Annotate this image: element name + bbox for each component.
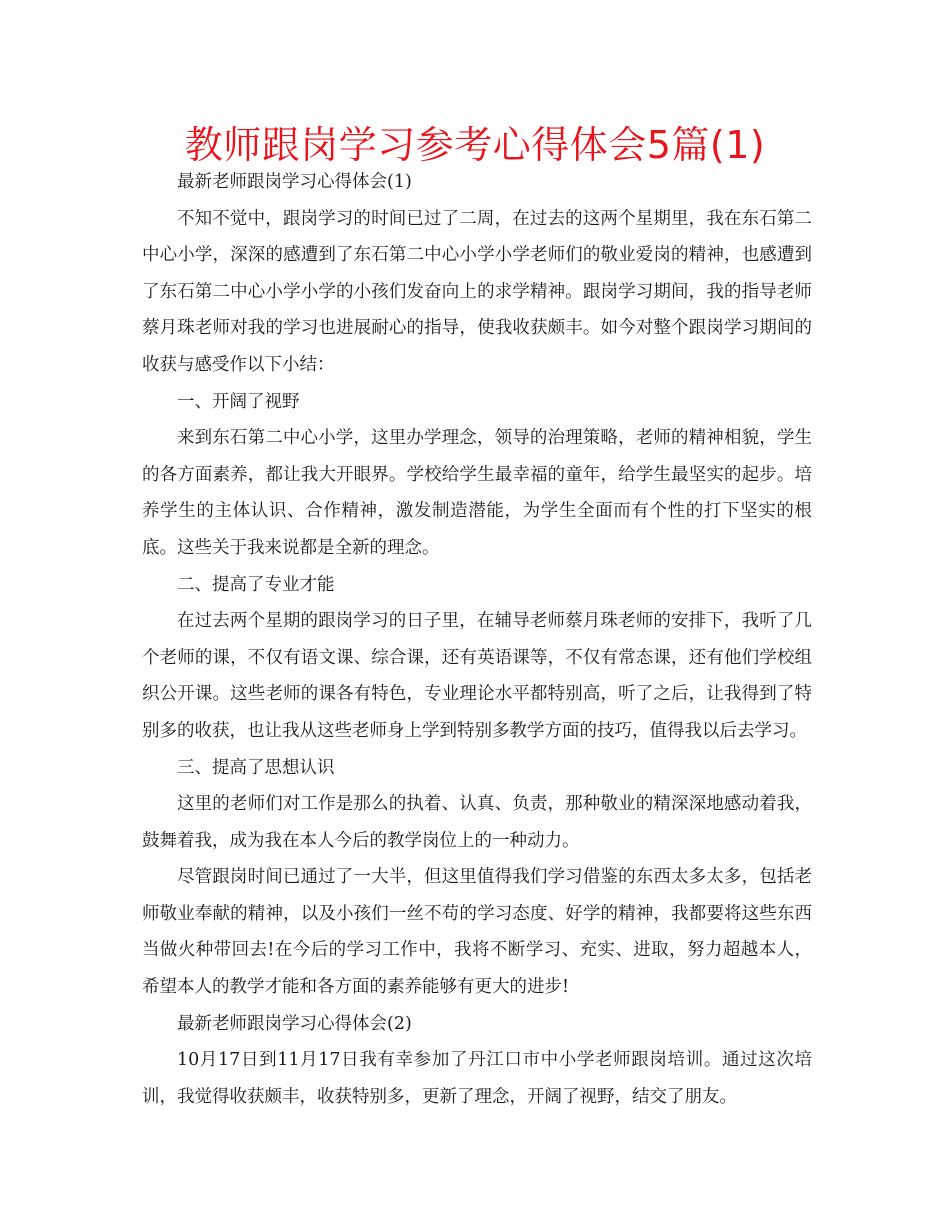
paragraph: 这里的老师们对工作是那么的执着、认真、负责，那种敬业的精深深地感动着我，鼓舞着我，成为我在本人今后的教学岗位上的一种动力。 [142,794,812,851]
section-heading: 一、开阔了视野 [177,391,300,412]
subheading-article-1: 最新老师跟岗学习心得体会(1) [177,172,412,192]
document-title: 教师跟岗学习参考心得体会5篇(1) [184,123,766,167]
section-heading: 三、提高了思想认识 [177,757,335,778]
paragraph: 不知不觉中，跟岗学习的时间已过了二周，在过去的这两个星期里，我在东石第二中心小学，深深的感遭到了东石第二中心小学小学老师们的敬业爱岗的精神，也感遭到了东石第二中心小学小学的小孩们发奋向上的求学精神。跟岗学习期间，我的指导老师蔡月珠老师对我的学习也进展耐心的指导，使我收获颇丰。如今对整个跟岗学习期间的收获与感受作以下小结： [142,208,812,375]
paragraph: 10月17日到11月17日我有幸参加了丹江口市中小学老师跟岗培训。通过这次培训，我觉得收获颇丰，收获特别多，更新了理念，开阔了视野，结交了朋友。 [142,1050,812,1107]
section-heading: 二、提高了专业才能 [177,574,335,595]
subheading-article-2: 最新老师跟岗学习心得体会(2) [177,1013,412,1034]
paragraph: 尽管跟岗时间已通过了一大半，但这里值得我们学习借鉴的东西太多太多，包括老师敬业奉献的精神，以及小孩们一丝不苟的学习态度、好学的精神，我都要将这些东西当做火种带回去!在今后的学习工作中，我将不断学习、充实、进取，努力超越本人，希望本人的教学才能和各方面的素养能够有更大的进步! [142,867,812,998]
document-body [142,164,812,1115]
paragraph: 来到东石第二中心小学，这里办学理念，领导的治理策略，老师的精神相貌，学生的各方面素养，都让我大开眼界。学校给学生最幸福的童年，给学生最坚实的起步。培养学生的主体认识、合作精神，激发制造潜能，为学生全面而有个性的打下坚实的根底。这些关于我来说都是全新的理念。 [142,428,812,558]
paragraph: 在过去两个星期的跟岗学习的日子里，在辅导老师蔡月珠老师的安排下，我听了几个老师的课，不仅有语文课、综合课，还有英语课等，不仅有常态课，还有他们学校组织公开课。这些老师的课各有特色，专业理论水平都特别高，听了之后，让我得到了特别多的收获，也让我从这些老师身上学到特别多教学方面的技巧，值得我以后去学习。 [142,611,812,741]
